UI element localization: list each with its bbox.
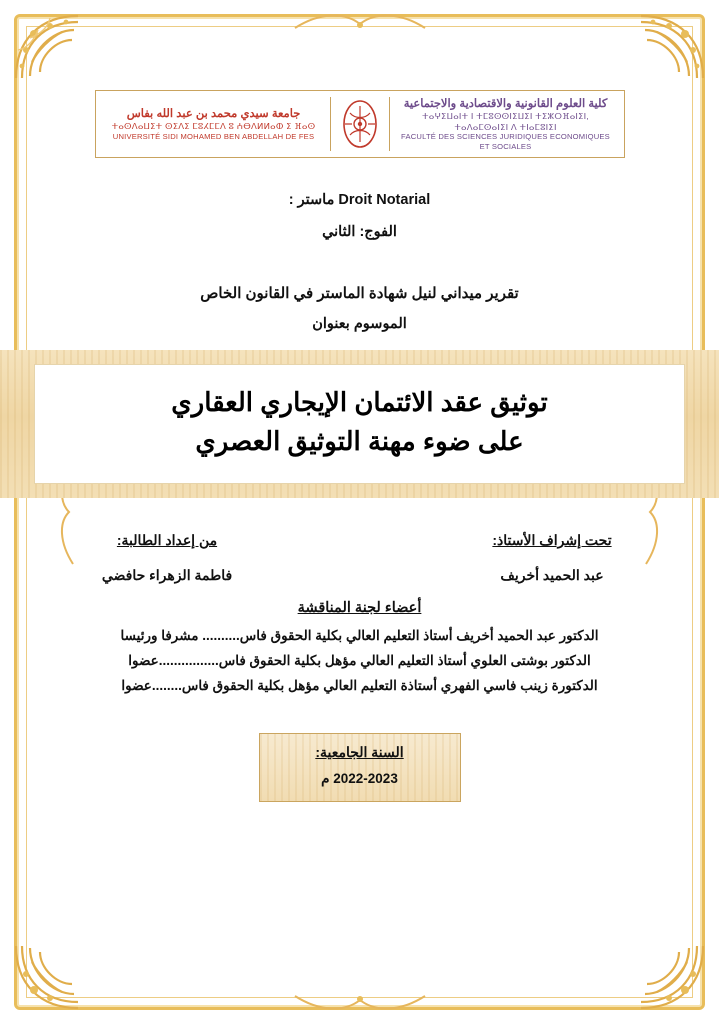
banner-faculty-french: FACULTÉ DES SCIENCES JURIDIQUES ECONOMIQUES ET SOCIALES bbox=[401, 132, 610, 151]
banner-university-french: UNIVERSITÉ SIDI MOHAMED BEN ABDELLAH DE FES bbox=[112, 131, 315, 141]
supervisor-name: عبد الحميد أخريف bbox=[500, 567, 604, 583]
edge-ornament-icon bbox=[285, 990, 435, 1016]
jury-list bbox=[48, 624, 671, 699]
jury-heading: أعضاء لجنة المناقشة bbox=[297, 600, 422, 616]
title-band bbox=[0, 350, 719, 498]
master-program-value: Droit Notarial bbox=[338, 192, 431, 208]
banner-faculty-arabic: كلية العلوم القانونية والاقتصادية والاجتماعية bbox=[403, 97, 608, 110]
banner-faculty-tifinagh: ⵜⴰⵖⵉⵡⴰⵏⵜ ⵏ ⵜⵎⵓⵙⵙⵏⵉⵡⵉⵏ ⵜⵉⵣⵔⴼⴰⵏⵉⵏ, ⵜⴰⴷⴰⵎⵙⴰⵏⵉⵏ ⴷ ⵜⵏⴰⵎⵓⵏⵉⵏ bbox=[422, 111, 589, 132]
university-emblem-icon bbox=[337, 99, 383, 149]
university-banner bbox=[95, 90, 625, 158]
banner-divider bbox=[389, 97, 390, 151]
supervisor-block bbox=[457, 532, 647, 584]
thesis-title-line-2: على ضوء مهنة التوثيق العصري bbox=[195, 426, 524, 456]
academic-year-wrap bbox=[48, 733, 671, 802]
jury-member: الدكتورة زينب فاسي الفهري أستاذة التعليم العالي مؤهل بكلية الحقوق فاس........عضوا bbox=[121, 677, 598, 693]
jury-member: الدكتور بوشتى العلوي أستاذ التعليم العالي مؤهل بكلية الحقوق فاس................عضوا bbox=[128, 652, 591, 668]
student-name: فاطمة الزهراء حافضي bbox=[101, 567, 233, 583]
academic-year-box bbox=[259, 733, 461, 802]
title-box bbox=[34, 364, 685, 484]
master-program-label: ماستر : bbox=[288, 192, 335, 208]
student-heading: من إعداد الطالبة: bbox=[116, 532, 218, 548]
banner-faculty-block bbox=[396, 97, 616, 152]
student-block bbox=[72, 532, 262, 584]
academic-year-value: 2022-2023 م bbox=[321, 770, 398, 786]
supervisor-heading: تحت إشراف الأستاذ: bbox=[492, 532, 612, 548]
banner-university-block bbox=[104, 107, 324, 141]
edge-ornament-icon bbox=[285, 8, 435, 34]
authors-block bbox=[48, 532, 671, 584]
group-line: الفوج: الثاني bbox=[322, 224, 397, 240]
jury-member: الدكتور عبد الحميد أخريف أستاذ التعليم العالي بكلية الحقوق فاس.......... مشرفا ورئيسا bbox=[120, 628, 599, 643]
document-content bbox=[48, 70, 671, 964]
academic-year-label: السنة الجامعية: bbox=[315, 743, 404, 760]
banner-divider bbox=[330, 97, 331, 151]
banner-university-tifinagh: ⵜⴰⵙⴷⴰⵡⵉⵜ ⵙⵉⴷⵉ ⵎⵓⵃⵎⵎⴷ ⵓ ⵄⴱⴷⵍⵍⴰⵀ ⵉ ⴼⴰⵙ bbox=[111, 121, 316, 132]
master-program-line bbox=[48, 192, 671, 208]
report-line: تقرير ميداني لنيل شهادة الماستر في القانون الخاص bbox=[200, 285, 519, 302]
banner-university-arabic: جامعة سيدي محمد بن عبد الله بفاس bbox=[126, 107, 301, 120]
subtitle-line: الموسوم بعنوان bbox=[312, 316, 407, 332]
thesis-title-line-1: توثيق عقد الائتمان الإيجاري العقاري bbox=[171, 387, 548, 417]
